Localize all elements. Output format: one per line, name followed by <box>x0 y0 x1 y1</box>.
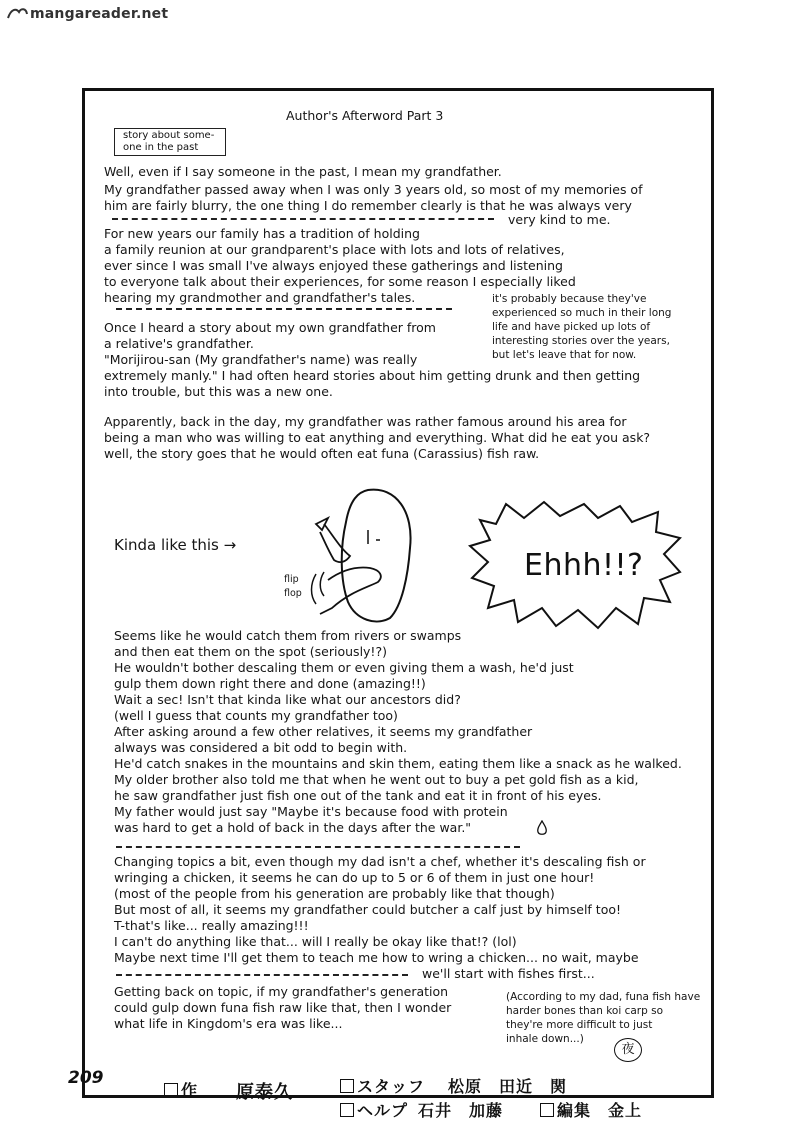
watermark <box>6 6 168 22</box>
text-line: a relative's grandfather. <box>104 336 254 351</box>
text-line: Seems like he would catch them from rivers or swamps <box>114 628 462 643</box>
help-label: ヘルプ <box>357 1101 409 1120</box>
text-line: Wait a sec! Isn't that kinda like what our ancestors did? <box>114 692 461 707</box>
text-line: could gulp down funa fish raw like that, then I wonder <box>114 1000 452 1015</box>
text-line: Well, even if I say someone in the past, I mean my grandfather. <box>104 164 502 179</box>
text-line: and then eat them on the spot (seriously!?) <box>114 644 387 659</box>
side-note-line: they're more difficult to just <box>506 1019 653 1031</box>
text-line: gulp them down right there and done (amazing!!) <box>114 676 426 691</box>
flop-label: flop <box>284 588 302 599</box>
staff-label: スタッフ <box>357 1077 426 1096</box>
author-label: 作 <box>181 1081 199 1100</box>
topic-note-box <box>114 128 226 156</box>
text-line: He wouldn't bother descaling them or even giving them a wash, he'd just <box>114 660 574 675</box>
text-line: into trouble, but this was a new one. <box>104 384 333 399</box>
dashed-divider <box>116 308 452 310</box>
text-line: For new years our family has a tradition of holding <box>104 226 420 241</box>
author-credit <box>164 1078 198 1101</box>
watermark-logo-icon <box>6 6 28 20</box>
text-line: After asking around a few other relatives, it seems my grandfather <box>114 724 533 739</box>
side-note-line: life and have picked up lots of <box>492 321 651 333</box>
text-line: being a man who was willing to eat anything and everything. What did he eat you ask? <box>104 430 651 445</box>
checkbox-icon <box>340 1079 354 1093</box>
text-line: T-that's like... really amazing!!! <box>114 918 309 933</box>
text-line: Getting back on topic, if my grandfather's generation <box>114 984 449 999</box>
sweat-drop-icon <box>536 820 548 836</box>
checkbox-icon <box>540 1103 554 1117</box>
topic-note-line: one in the past <box>123 142 199 153</box>
text-line: very kind to me. <box>508 212 611 227</box>
text-line: My father would just say "Maybe it's because food with protein <box>114 804 508 819</box>
text-line: Maybe next time I'll get them to teach me how to wring a chicken... no wait, maybe <box>114 950 639 965</box>
text-line: My grandfather passed away when I was only 3 years old, so most of my memories of <box>104 182 643 197</box>
text-line: a family reunion at our grandparent's place with lots and lots of relatives, <box>104 242 565 257</box>
kinda-like-this-label: Kinda like this → <box>114 536 237 554</box>
side-note-line: interesting stories over the years, <box>492 335 670 347</box>
side-note-line: it's probably because they've <box>492 293 647 305</box>
staff-credit <box>340 1074 425 1097</box>
text-line: I can't do anything like that... will I really be okay like that!? (lol) <box>114 934 517 949</box>
text-line: well, the story goes that he would often eat funa (Carassius) fish raw. <box>104 446 540 461</box>
page-number: 209 <box>68 1068 104 1088</box>
text-line: My older brother also told me that when he went out to buy a pet gold fish as a kid, <box>114 772 639 787</box>
shout-text: Ehhh!!? <box>524 548 644 583</box>
topic-note-line: story about some- <box>123 130 215 141</box>
author-signature: 夜 <box>614 1038 642 1062</box>
text-line: him are fairly blurry, the one thing I do remember clearly is that he was always very <box>104 198 632 213</box>
text-line: extremely manly." I had often heard stories about him getting drunk and then getting <box>104 368 641 383</box>
editor-label: 編集 <box>557 1101 592 1120</box>
text-line: he saw grandfather just fish one out of the tank and eat it in front of his eyes. <box>114 788 602 803</box>
side-note-line: harder bones than koi carp so <box>506 1005 664 1017</box>
dashed-divider <box>116 974 408 976</box>
flip-label: flip <box>284 574 299 585</box>
text-line: (most of the people from his generation are probably like that though) <box>114 886 555 901</box>
text-line: (well I guess that counts my grandfather too) <box>114 708 398 723</box>
text-line: But most of all, it seems my grandfather could butcher a calf just by himself too! <box>114 902 621 917</box>
text-line: Once I heard a story about my own grandfather from <box>104 320 436 335</box>
checkbox-icon <box>164 1083 178 1097</box>
help-names: 石井 加藤 <box>418 1101 504 1120</box>
watermark-text: mangareader.net <box>30 6 169 22</box>
side-note-line: experienced so much in their long <box>492 307 672 319</box>
author-name: 原泰久 <box>236 1082 293 1103</box>
side-note-line: but let's leave that for now. <box>492 349 637 361</box>
text-line: to everyone talk about their experiences, for some reason I especially liked <box>104 274 576 289</box>
grandfather-eating-fish-illustration <box>306 484 440 626</box>
help-credit <box>340 1098 408 1121</box>
dashed-divider <box>116 846 520 848</box>
text-line: ever since I was small I've always enjoyed these gatherings and listening <box>104 258 563 273</box>
text-line: He'd catch snakes in the mountains and skin them, eating them like a snack as he walked. <box>114 756 682 771</box>
checkbox-icon <box>340 1103 354 1117</box>
text-line: Apparently, back in the day, my grandfather was rather famous around his area for <box>104 414 627 429</box>
text-line: hearing my grandmother and grandfather's tales. <box>104 290 416 305</box>
text-line: was hard to get a hold of back in the days after the war." <box>114 820 472 835</box>
side-note-line: inhale down...) <box>506 1033 584 1045</box>
text-line: "Morijirou-san (My grandfather's name) was really <box>104 352 418 367</box>
staff-names: 松原 田近 関 <box>448 1077 568 1096</box>
editor-names: 金上 <box>608 1101 643 1120</box>
side-note-line: (According to my dad, funa fish have <box>506 991 701 1003</box>
dashed-divider <box>112 218 494 220</box>
editor-credit <box>540 1098 591 1121</box>
text-line: Changing topics a bit, even though my dad isn't a chef, whether it's descaling fish or <box>114 854 646 869</box>
text-line: we'll start with fishes first... <box>422 966 595 981</box>
text-line: what life in Kingdom's era was like... <box>114 1016 343 1031</box>
text-line: wringing a chicken, it seems he can do up to 5 or 6 of them in just one hour! <box>114 870 595 885</box>
afterword-title: Author's Afterword Part 3 <box>286 108 444 123</box>
text-line: always was considered a bit odd to begin with. <box>114 740 408 755</box>
